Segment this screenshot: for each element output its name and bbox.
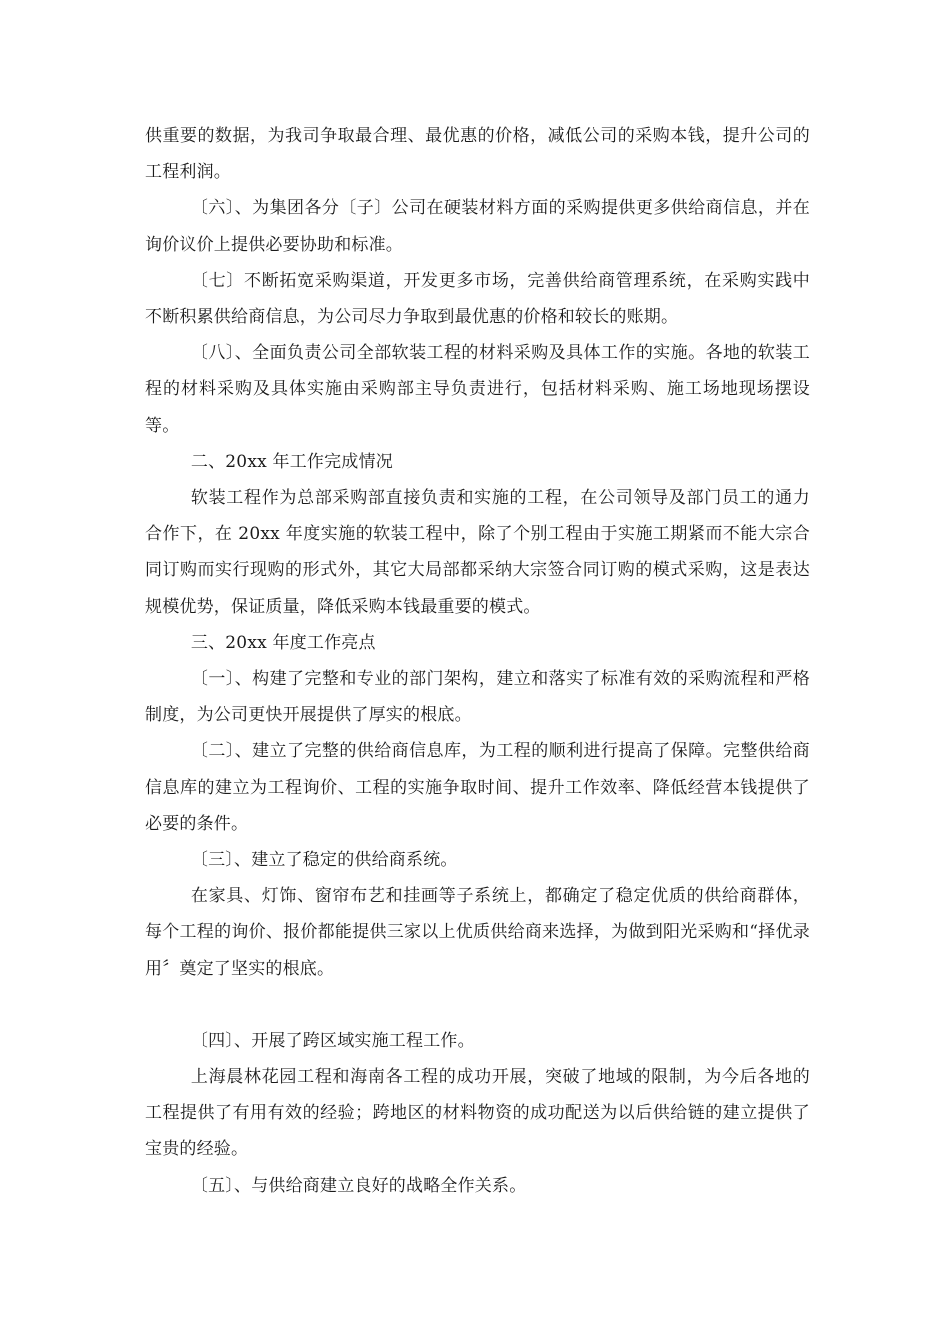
paragraph-item-8: 〔八〕、全面负责公司全部软装工程的材料采购及具体工作的实施。各地的软装工程的材料采购及具体实施由采购部主导负责进行，包括材料采购、施工场地现场摆设等。 <box>145 343 810 436</box>
paragraph-highlight-4-body: 上海晨林花园工程和海南各工程的成功开展，突破了地域的限制，为今后各地的工程提供了有用有效的经验；跨地区的材料物资的成功配送为以后供给链的建立提供了宝贵的经验。 <box>145 1067 810 1160</box>
paragraph-item-7: 〔七〕不断拓宽采购渠道，开发更多市场，完善供给商管理系统，在采购实践中不断积累供给商信息，为公司尽力争取到最优惠的价格和较长的账期。 <box>145 270 810 328</box>
section-heading-2: 二、20xx 年工作完成情况 <box>190 451 393 472</box>
paragraph-section-2-body: 软装工程作为总部采购部直接负责和实施的工程，在公司领导及部门员工的通力合作下，在 20xx 年度实施的软装工程中，除了个别工程由于实施工期紧而不能大宗合同订购而实行现购的形式外，其它大局部都采纳大宗签合同订购的模式采购，这是表达规模优势，保证质量，降低采购本钱最重要的模式。 <box>145 488 810 617</box>
paragraph-continuation: 供重要的数据，为我司争取最合理、最优惠的价格，减低公司的采购本钱，提升公司的工程利润。 <box>145 126 810 183</box>
paragraph-highlight-2: 〔二〕、建立了完整的供给商信息库，为工程的顺利进行提高了保障。完整供给商信息库的建立为工程询价、工程的实施争取时间、提升工作效率、降低经营本钱提供了必要的条件。 <box>145 741 810 834</box>
paragraph-item-6: 〔六〕、为集团各分〔子〕公司在硬装材料方面的采购提供更多供给商信息，并在询价议价上提供必要协助和标准。 <box>145 198 810 255</box>
paragraph-highlight-4: 〔四〕、开展了跨区域实施工程工作。 <box>190 1030 475 1051</box>
paragraph-highlight-5: 〔五〕、与供给商建立良好的战略全作关系。 <box>190 1175 527 1196</box>
paragraph-highlight-3-body: 在家具、灯饰、窗帘布艺和挂画等子系统上，都确定了稳定优质的供给商群体，每个工程的询价、报价都能提供三家以上优质供给商来选择，为做到阳光采购和“择优录用〞奠定了坚实的根底。 <box>145 886 810 979</box>
paragraph-spacer <box>145 987 810 1023</box>
paragraph-highlight-3: 〔三〕、建立了稳定的供给商系统。 <box>190 850 458 871</box>
section-heading-3: 三、20xx 年度工作亮点 <box>190 632 376 653</box>
paragraph-highlight-1: 〔一〕、构建了完整和专业的部门架构，建立和落实了标准有效的采购流程和严格制度，为公司更快开展提供了厚实的根底。 <box>145 669 810 726</box>
document-page <box>145 118 810 1204</box>
